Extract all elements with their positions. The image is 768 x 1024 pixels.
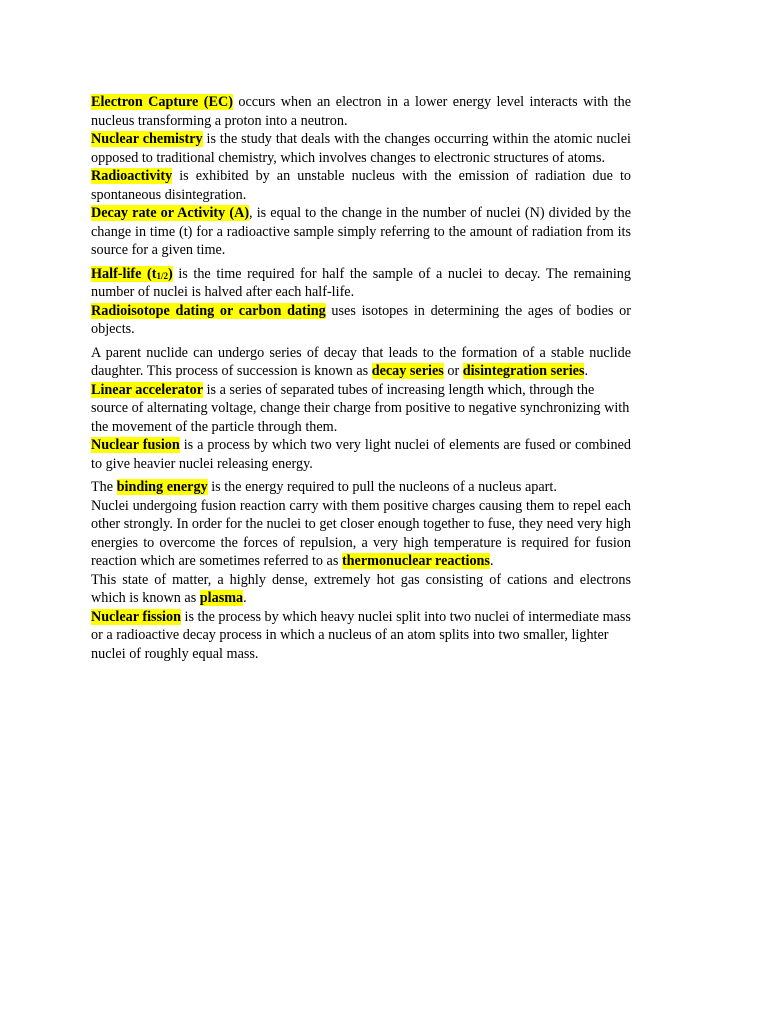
text-thermonuclear-end: .	[489, 553, 494, 569]
term-linear-accelerator: Linear accelerator	[91, 381, 204, 398]
definition-binding-energy: is the energy required to pull the nucleons of a nucleus apart.	[207, 479, 557, 495]
paragraph-nuclear-fission	[91, 608, 631, 664]
paragraph-decay-series	[91, 344, 631, 381]
term-nuclear-fission: Nuclear fission	[91, 608, 181, 625]
paragraph-thermonuclear	[91, 497, 631, 571]
paragraph-radioactivity	[91, 167, 631, 204]
term-plasma: plasma	[199, 590, 244, 606]
term-nuclear-chemistry: Nuclear chemistry	[91, 131, 203, 147]
paragraph-electron-capture	[91, 93, 631, 130]
definition-linear-accelerator: is a series of separated tubes of increasing length which, through the source of alternating voltage, change their charge from positive to negative synchronizing with the movement of the particle through them.	[91, 381, 630, 435]
term-nuclear-fusion: Nuclear fusion	[91, 437, 180, 453]
term-binding-energy: binding energy	[116, 479, 208, 495]
term-decay-series: decay series	[371, 363, 444, 379]
paragraph-binding-energy	[91, 478, 631, 497]
definition-radioactivity: is exhibited by an unstable nucleus with the emission of radiation due to spontaneous disintegration.	[91, 168, 631, 203]
paragraph-linear-accelerator	[91, 381, 631, 437]
definition-half-life: is the time required for half the sample of a nuclei to decay. The remaining number of nuclei is halved after each half-life.	[91, 265, 631, 300]
paragraph-half-life	[91, 265, 631, 302]
paragraph-nuclear-fusion	[91, 436, 631, 473]
paragraph-plasma	[91, 571, 631, 608]
text-thermonuclear-intro: Nuclei undergoing fusion reaction carry with them positive charges causing them to repel each other strongly. In order for the nuclei to get closer enough together to fuse, they need very high energies to overcome the forces of repulsion, a very high temperature is required for fusion reaction which are sometimes referred to as	[91, 497, 631, 569]
term-half-life	[91, 266, 173, 282]
text-plasma-intro: This state of matter, a highly dense, extremely hot gas consisting of cations and electrons which is known as	[91, 571, 631, 606]
term-thermonuclear-reactions: thermonuclear reactions	[341, 553, 490, 569]
definition-electron-capture: occurs when an electron in a lower energy level interacts with the nucleus transforming a proton into a neutron.	[91, 94, 631, 129]
paragraph-radioisotope-dating	[91, 302, 631, 339]
term-half-life-subscript: 1/2	[156, 270, 168, 281]
term-disintegration-series: disintegration series	[462, 363, 585, 379]
definition-nuclear-chemistry: is the study that deals with the changes occurring within the atomic nuclei opposed to traditional chemistry, which involves changes to electronic structures of atoms.	[91, 131, 631, 166]
definition-decay-rate: , is equal to the change in the number of nuclei (N) divided by the change in time (t) for a radioactive sample simply referring to the amount of radiation from its source for a given time.	[91, 205, 631, 258]
term-electron-capture: Electron Capture (EC)	[91, 94, 233, 110]
text-binding-energy-intro: The	[91, 479, 117, 495]
term-radioactivity: Radioactivity	[91, 168, 173, 184]
definition-nuclear-fusion: is a process by which two very light nuclei of elements are fused or combined to give heavier nuclei releasing energy.	[91, 437, 631, 472]
document-body	[91, 93, 631, 663]
definition-nuclear-fission: is the process by which heavy nuclei split into two nuclei of intermediate mass or a radioactive decay process in which a nucleus of an atom splits into two smaller, lighter nuclei of roughly equal mass.	[91, 608, 631, 662]
text-decay-series-or: or	[443, 363, 463, 379]
term-half-life-main: Half-life (t	[91, 265, 157, 282]
paragraph-decay-rate	[91, 204, 631, 260]
paragraph-nuclear-chemistry	[91, 130, 631, 167]
text-plasma-end: .	[243, 590, 247, 606]
text-decay-series-intro: A parent nuclide can undergo series of decay that leads to the formation of a stable nuclide daughter. This process of succession is known as	[91, 344, 631, 379]
term-decay-rate: Decay rate or Activity (A)	[91, 205, 250, 221]
term-half-life-close: )	[168, 265, 173, 282]
term-radioisotope-dating: Radioisotope dating or carbon dating	[91, 302, 326, 319]
text-decay-series-end: .	[584, 363, 589, 379]
definition-radioisotope-dating: uses isotopes in determining the ages of bodies or objects.	[91, 302, 631, 337]
